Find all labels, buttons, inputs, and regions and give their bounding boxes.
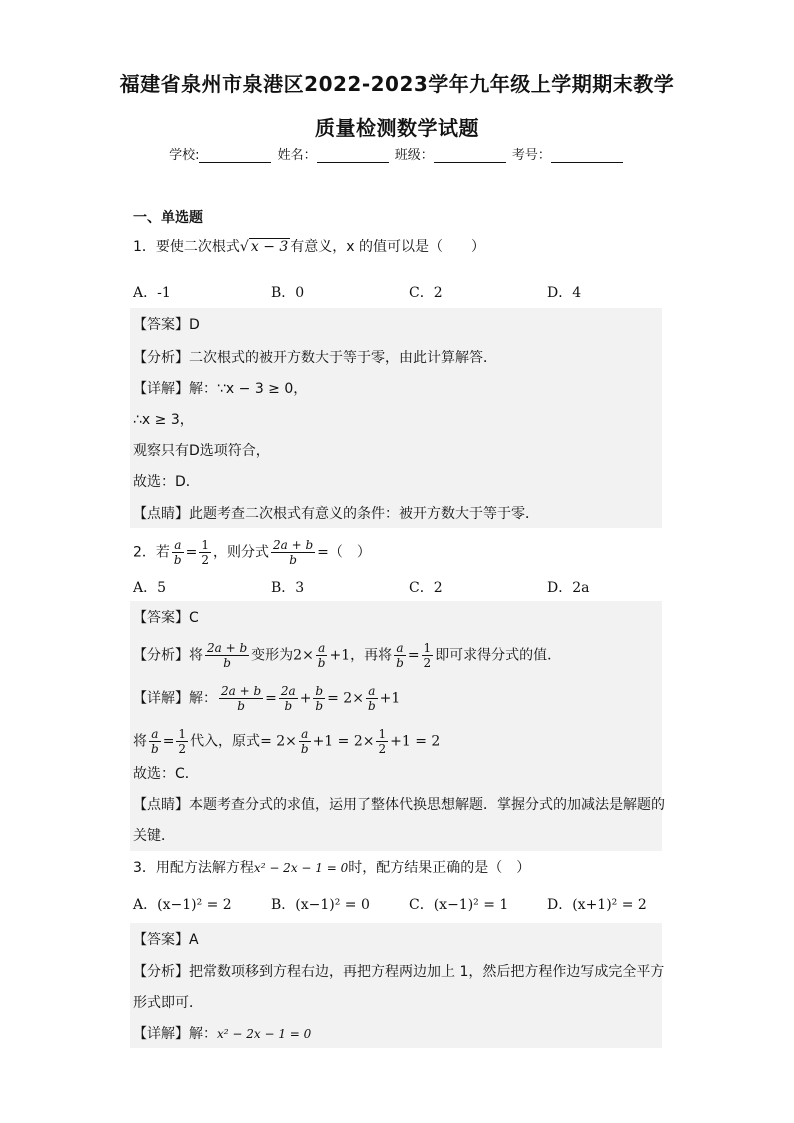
- q2-option-d[interactable]: D．2a: [547, 580, 590, 596]
- q1-option-c[interactable]: C．2: [409, 285, 443, 301]
- q2-comment: 【点睛】本题考查分式的求值，运用了整体代换思想解题．掌握分式的加减法是解题的: [133, 797, 665, 813]
- q1-answer: 【答案】D: [133, 317, 200, 333]
- q2-choose: 故选：C．: [133, 766, 199, 782]
- fraction-a-over-b: $\frac{a}{b}$: [173, 538, 182, 567]
- q2-detail: 【详解】解： $\frac{2a + b}{b}$ = $\frac{2a}{b}$ + $\frac{b}{b}$ = 2× $\frac{a}{b}$ +1: [133, 684, 401, 713]
- q2-option-c[interactable]: C．2: [409, 580, 443, 596]
- class-label: 班级：: [394, 148, 434, 163]
- q1-step-2: ∴x ≥ 3，: [133, 412, 194, 428]
- q3-option-c[interactable]: C．(x−1)² = 1: [409, 897, 509, 913]
- q2-substitute: 将 $\frac{a}{b}$ = $\frac{1}{2}$ 代入，原式= 2× $\frac{a}{b}$ +1 = 2× $\frac{1}{2}$ +1 = 2: [133, 727, 441, 756]
- q1-choose: 故选：D．: [133, 474, 200, 490]
- sqrt-expression: √ x − 3: [239, 239, 289, 255]
- class-blank[interactable]: [434, 149, 506, 163]
- number-label: 考号：: [511, 148, 551, 163]
- fraction-one-half: $\frac{1}{2}$: [201, 538, 209, 567]
- q3-analysis-cont: 形式即可．: [133, 995, 203, 1011]
- q2-analysis: 【分析】将 $\frac{2a + b}{b}$ 变形为2× $\frac{a}{b}$ +1，再将 $\frac{a}{b}$ = $\frac{1}{2}$ 即可求得分式的值．: [133, 641, 562, 670]
- student-info-line: [0, 144, 794, 163]
- school-blank[interactable]: [199, 149, 271, 163]
- number-blank[interactable]: [551, 149, 623, 163]
- q2-comment-cont: 关键．: [133, 828, 175, 844]
- q1-step-3: 观察只有D选项符合，: [133, 443, 270, 459]
- name-blank[interactable]: [317, 149, 389, 163]
- page-subtitle: 质量检测数学试题: [315, 116, 479, 140]
- q2-option-b[interactable]: B．3: [271, 580, 305, 596]
- q2-option-a[interactable]: A．5: [133, 580, 167, 596]
- q2-answer: 【答案】C: [133, 610, 199, 626]
- question-3-stem: 3．用配方法解方程x² − 2x − 1 = 0时，配方结果正确的是（ ）: [133, 860, 531, 876]
- q3-answer: 【答案】A: [133, 932, 199, 948]
- q3-detail: 【详解】解：x² − 2x − 1 = 0: [133, 1026, 312, 1042]
- q3-analysis: 【分析】把常数项移到方程右边，再把方程两边加上 1，然后把方程作边写成完全平方: [133, 964, 665, 980]
- fraction-2a-plus-b-over-b: $\frac{2a + b}{b}$: [272, 538, 314, 567]
- page-title: 福建省泉州市泉港区2022-2023学年九年级上学期期末教学: [119, 72, 675, 96]
- question-1-stem: 1．要使二次根式√ x − 3 有意义，x 的值可以是（ ）: [133, 239, 486, 255]
- q1-option-a[interactable]: A．-1: [133, 285, 171, 301]
- section-heading: 一、单选题: [133, 210, 203, 226]
- q3-option-d[interactable]: D．(x+1)² = 2: [547, 897, 647, 913]
- q1-comment: 【点睛】此题考查二次根式有意义的条件：被开方数大于等于零．: [133, 506, 539, 522]
- q1-option-b[interactable]: B．0: [271, 285, 305, 301]
- q3-option-b[interactable]: B．(x−1)² = 0: [271, 897, 370, 913]
- q1-option-d[interactable]: D．4: [547, 285, 582, 301]
- q3-option-a[interactable]: A．(x−1)² = 2: [133, 897, 232, 913]
- q1-solution-box: [130, 308, 662, 528]
- name-label: 姓名：: [277, 148, 317, 163]
- school-label: 学校:: [169, 148, 200, 163]
- question-2-stem: 2．若 $\frac{a}{b}$ = $\frac{1}{2}$ ，则分式 $\frac{2a + b}{b}$ =（ ）: [133, 538, 371, 567]
- q1-detail: 【详解】解：∵x − 3 ≥ 0，: [133, 381, 308, 397]
- q1-analysis: 【分析】二次根式的被开方数大于等于零，由此计算解答．: [133, 350, 497, 366]
